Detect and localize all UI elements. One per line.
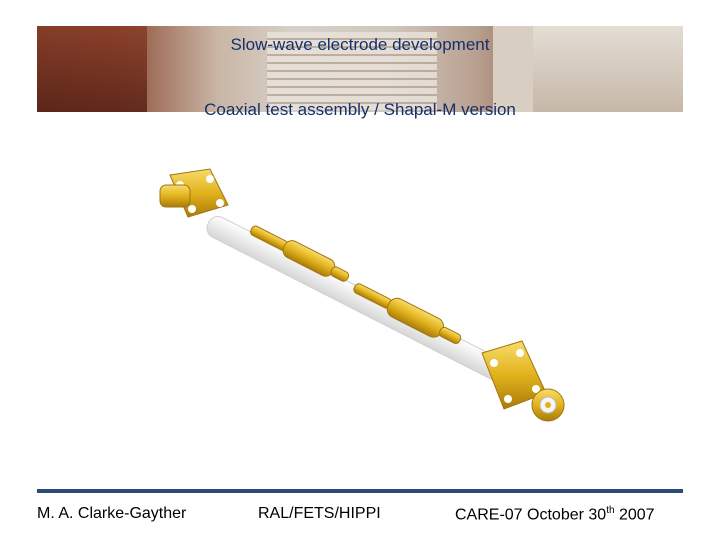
footer-event-text: CARE-07 October 30 xyxy=(455,506,607,524)
coaxial-assembly-illustration xyxy=(150,165,570,435)
footer-project: RAL/FETS/HIPPI xyxy=(258,505,381,522)
slide-title: Slow-wave electrode development xyxy=(230,35,490,54)
ceramic-tube xyxy=(204,213,517,387)
right-flange xyxy=(482,341,564,421)
footer-divider xyxy=(37,489,683,493)
footer-event xyxy=(455,505,655,524)
left-flange xyxy=(160,169,228,217)
footer-event-year: 2007 xyxy=(614,506,655,524)
slide-subtitle: Coaxial test assembly / Shapal-M version xyxy=(204,100,516,119)
footer-event-ordinal: th xyxy=(606,505,615,516)
footer-author: M. A. Clarke-Gayther xyxy=(37,505,187,522)
